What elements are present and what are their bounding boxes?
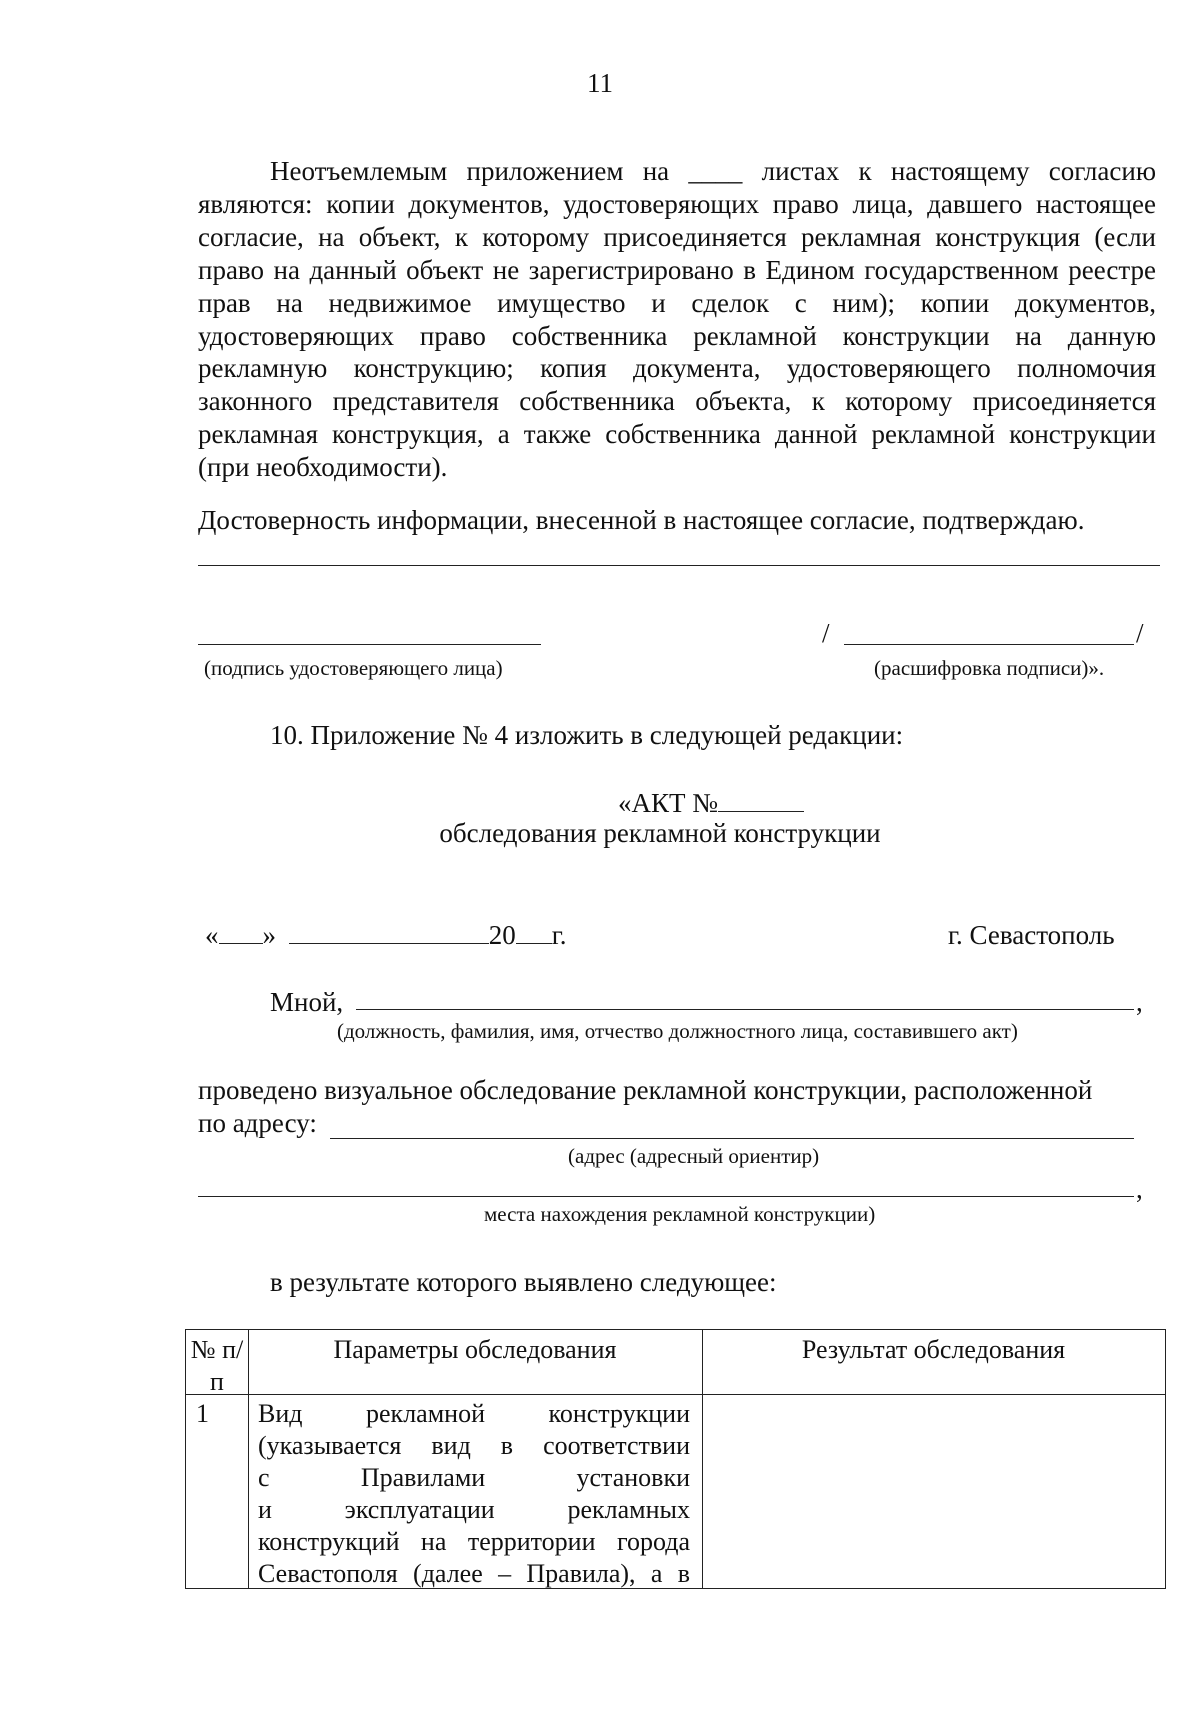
year-blank	[516, 921, 552, 944]
result-intro: в результате которого выявлено следующее:	[270, 1267, 777, 1297]
slash-close: /	[1136, 618, 1144, 648]
act-title-text: «АКТ №	[618, 788, 719, 818]
param-line: с Правилами установки	[258, 1463, 690, 1492]
table-col-divider-2	[702, 1330, 703, 1588]
item-10-text: 10. Приложение № 4 изложить в следующей редакции:	[270, 720, 904, 750]
place-line	[198, 1196, 1134, 1197]
act-title	[618, 788, 804, 819]
date-line	[205, 920, 567, 951]
row-1-params	[258, 1398, 690, 1590]
by-me-caption: (должность, фамилия, имя, отчество должностного лица, составившего акт)	[337, 1019, 1018, 1043]
signature-line	[198, 644, 541, 645]
official-name-line	[356, 1009, 1134, 1010]
row-1-number: 1	[196, 1399, 209, 1428]
separator-line	[198, 565, 1160, 566]
place-caption: места нахождения рекламной конструкции)	[484, 1202, 876, 1226]
slash-open: /	[822, 618, 830, 648]
signature-decode-line	[844, 644, 1134, 645]
header-parameters: Параметры обследования	[333, 1335, 617, 1364]
month-blank	[289, 921, 489, 944]
date-open-quote: «	[205, 920, 219, 950]
param-line: (указывается вид в соответствии	[258, 1431, 690, 1460]
by-me-comma: ,	[1136, 987, 1143, 1017]
year-prefix: 20	[488, 920, 516, 950]
inspection-table	[185, 1329, 1166, 1589]
place-comma: ,	[1136, 1174, 1143, 1204]
inspection-line-1: проведено визуальное обследование рекламной конструкции, расположенной	[198, 1075, 1093, 1105]
date-close-quote: »	[262, 920, 276, 950]
address-caption: (адрес (адресный ориентир)	[568, 1144, 820, 1168]
appendix-paragraph: Неотъемлемым приложением на ____ листах к настоящему согласию являются: копии документов, удостоверяющих право лица, давшего настоящее согласие, на объект, к которому присоединяется рекламная конструкция (если право на данный объект не зарегистрировано в Едином государственном реестре прав на недвижимое имущество и сделок с ним); копии документов, удостоверяющих право собственника рекламной конструкции на данную рекламную конструкцию; копия документа, удостоверяющего полномочия законного представителя собственника объекта, к которому присоединяется рекламная конструкция, а также собственника данной рекламной конструкции (при необходимости).	[198, 156, 1156, 483]
param-line: Севастополя (далее – Правила), а в	[258, 1559, 690, 1588]
table-header-divider	[186, 1394, 1165, 1395]
day-blank	[219, 921, 263, 944]
city: г. Севастополь	[948, 920, 1115, 950]
signature-decode-caption: (расшифровка подписи)».	[874, 656, 1105, 680]
table-col-divider-1	[248, 1330, 249, 1588]
inspection-line-2: по адресу:	[198, 1108, 317, 1138]
act-number-blank	[718, 789, 804, 812]
header-result: Результат обследования	[801, 1335, 1066, 1364]
address-line	[330, 1138, 1134, 1139]
signature-caption: (подпись удостоверяющего лица)	[204, 656, 503, 680]
act-subtitle: обследования рекламной конструкции	[439, 818, 881, 848]
by-me-label: Мной,	[270, 987, 344, 1017]
param-line: Вид рекламной конструкции	[258, 1399, 690, 1428]
page-number: 11	[587, 68, 613, 98]
header-number: № п/п	[190, 1335, 244, 1396]
confirmation-text: Достоверность информации, внесенной в настоящее согласие, подтверждаю.	[198, 505, 1085, 535]
year-suffix: г.	[551, 920, 567, 950]
param-line: конструкций на территории города	[258, 1527, 690, 1556]
param-line: и эксплуатации рекламных	[258, 1495, 690, 1524]
